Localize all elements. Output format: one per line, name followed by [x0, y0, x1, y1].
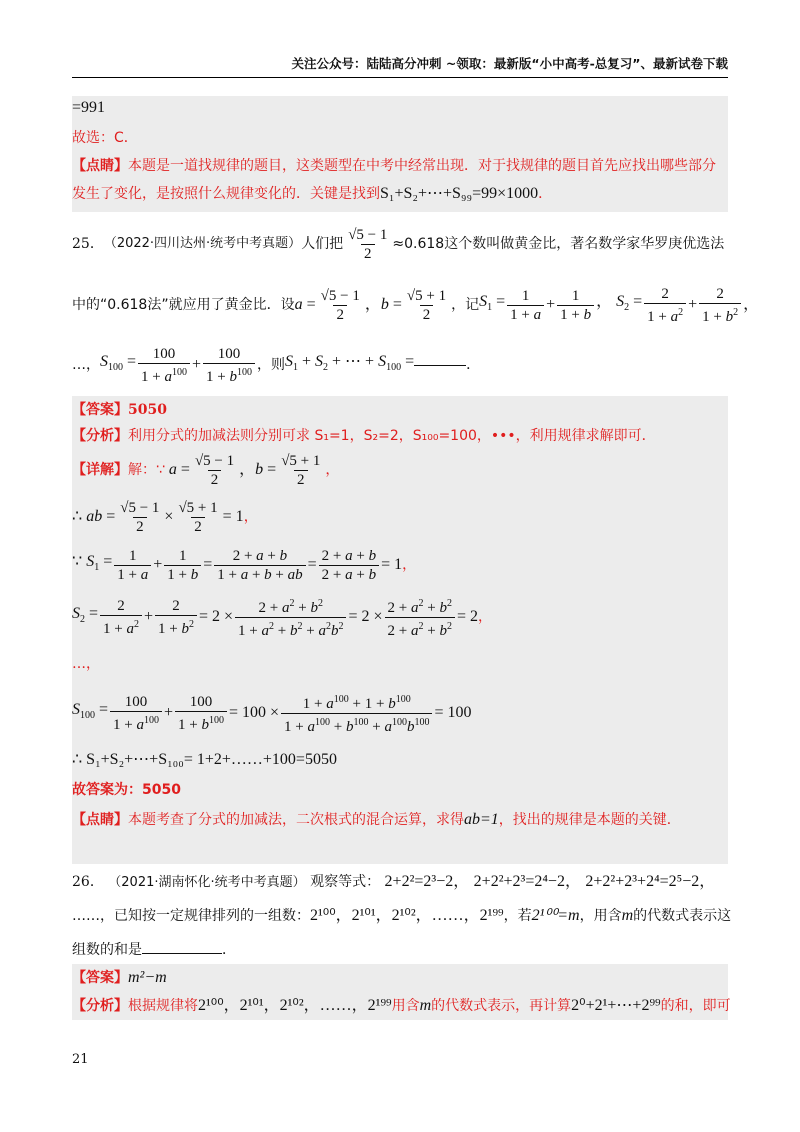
analysis-d: 的和，即可 — [660, 998, 731, 1014]
dianjing-formula: S₁+S₂+⋯+S₉₉=99×1000 — [380, 185, 539, 202]
p25-detail-line4: $S_2$ = $\frac{2}{1 + a^2}$ + $\frac{2}{1 + b^2}$ = 2 × $\frac{2 + a^2 + b^2}{1 + a^2 + b^2 + a^2b^2}$ = 2 × $\frac{2 + a^2 + b^2}{2 + a^2 + b^2}$ = 2 ， — [72, 597, 492, 639]
p26-answer — [72, 968, 728, 988]
p26-observe: 观察等式： — [310, 874, 381, 890]
p26-line1 — [72, 872, 728, 896]
dianjing-text: 发生了变化，是按照什么规律变化的．关键是找到 — [72, 186, 380, 202]
dianjing-text: 本题是一道找规律的题目，这类题型在中考中经常出现．对于找规律的题目首先应找出哪些部分 — [128, 158, 716, 174]
p26-line3: 组数的和是 — [72, 942, 142, 958]
p25-line2-b: ，记 — [451, 297, 480, 313]
p26-line2-b: ，若 — [503, 908, 532, 924]
p26-condition: 2¹⁰⁰=m — [531, 907, 580, 924]
p25-dianjing — [72, 810, 728, 830]
answer-tag: 【答案】 — [72, 402, 128, 418]
p26-eq3: 2+2²+2³+2⁴=2⁵−2， — [585, 873, 716, 890]
analysis-c: 的代数式表示，再计算 — [431, 998, 572, 1014]
answer-blank — [414, 365, 466, 366]
p25-detail-line1: 【详解】 解：∵ a = $\frac{√5 - 1}{2}$ ，b = $\frac{√5 + 1}{2}$ ， — [72, 452, 340, 488]
p25-analysis — [72, 426, 728, 446]
dianjing-text-b: ，找出的规律是本题的关键． — [498, 812, 681, 828]
problem-number: 25． — [72, 236, 104, 252]
problem-number: 26． — [72, 874, 104, 890]
p25-answer — [72, 400, 728, 420]
p25-intro-a: 人们把 — [301, 236, 344, 252]
p25-line3-c: ． — [466, 357, 481, 373]
analysis-tag: 【分析】 — [72, 428, 128, 444]
answer-tag: 【答案】 — [72, 970, 128, 986]
detail-tag: 【详解】 — [72, 462, 128, 478]
p25-line2: 中的“0.618法”就应用了黄金比．设 a = $\frac{√5 - 1}{2}$ ，b = $\frac{√5 + 1}{2}$ ，记 $S_1$ = $\frac{1}{1 + a}$ + $\frac{1}{1 + b}$ ， $S_2$ = $\frac{2}{1 + a^2}$ + $\frac{2}{1 + b^2}$ ， — [72, 285, 760, 325]
p25-line3-b: ，则 — [257, 357, 285, 373]
p26-line2-a: ……，已知按一定规律排列的一组数： — [72, 908, 310, 924]
p26-line2-c: ，用含 — [579, 908, 622, 924]
p25-ellipsis: …， — [72, 656, 100, 672]
p25-sum-line: ∴ S₁+S₂+⋯+S₁₀₀= 1+2+……+100=5050 — [72, 751, 337, 768]
dianjing-formula: ab=1 — [464, 811, 499, 828]
analysis-sum: 2⁰+2¹+⋯+2⁹⁹ — [571, 997, 661, 1014]
p25-line3-a: …， — [72, 357, 100, 373]
dianjing-tag: 【点睛】 — [72, 158, 128, 174]
analysis-tag: 【分析】 — [72, 998, 128, 1014]
analysis-b: 用含 — [391, 998, 420, 1014]
page-header: 关注公众号：陆陆高分冲刺 ~领取：最新版“小中高考-总复习”、最新试卷下载 — [72, 54, 728, 78]
answer-blank — [142, 953, 222, 954]
p25-line2-a: 中的“0.618法”就应用了黄金比．设 — [72, 297, 295, 313]
detail-intro: 解：∵ — [128, 462, 165, 478]
analysis-text: 利用分式的加减法则分别可求 S₁=1，S₂=2，S₁₀₀=100，•••，利用规律求解即可． — [128, 428, 656, 444]
p25-detail-line5: $S_{100}$ = $\frac{100}{1 + a^{100}}$ + $\frac{100}{1 + b^{100}}$ = 100 × $\frac{1 + a^{100} + 1 + b^{100}}{1 + a^{100} + b^{100} + a^{100}b^{100}}$ = 100 — [72, 693, 472, 735]
p25-detail-line3: ∵ $S_1$ = $\frac{1}{1 + a}$ + $\frac{1}{1 + b}$ = $\frac{2 + a + b}{1 + a + b + ab}$ = $\frac{2 + a + b}{2 + a + b}$ = 1 ， — [72, 547, 417, 583]
p26-line2-d: 的代数式表示这 — [633, 908, 732, 924]
p25-detail-line2: ∴ ab = $\frac{√5 - 1}{2}$ × $\frac{√5 + 1}{2}$ = 1 ， — [72, 499, 258, 535]
p26-analysis: 【分析】根据规律将2¹⁰⁰，2¹⁰¹，2¹⁰²，……，2¹⁹⁹用含m的代数式表示，再计算2⁰+2¹+⋯+2⁹⁹的和，即可 — [72, 997, 731, 1014]
golden-ratio-fraction: $\frac{√5 - 1}{2}$ — [348, 226, 388, 262]
answer-value: m²−m — [128, 969, 167, 986]
p25-line1 — [72, 222, 728, 266]
p26-sequence: 2¹⁰⁰，2¹⁰¹，2¹⁰²，……，2¹⁹⁹ — [310, 907, 504, 924]
page-number: 21 — [72, 1052, 89, 1067]
prev-dianjing-line2: 发生了变化，是按照什么规律变化的．关键是找到S₁+S₂+⋯+S₉₉=99×1000． — [72, 185, 553, 202]
p26-eq2: 2+2²+2³=2⁴−2， — [473, 873, 581, 890]
p26-line3-end: ． — [222, 942, 236, 958]
answer-value: 5050 — [128, 402, 167, 418]
prev-solution-block — [72, 96, 728, 212]
p25-final-answer: 故答案为：5050 — [72, 782, 181, 798]
dianjing-text-a: 本题考查了分式的加减法，二次根式的混合运算，求得 — [128, 812, 464, 828]
prev-choice: 故选：C． — [72, 130, 138, 146]
p25-solution-block — [72, 396, 728, 864]
problem-source: （2022·四川达州·统考中考真题） — [103, 236, 302, 251]
analysis-a: 根据规律将 — [128, 998, 198, 1014]
p26-solution-block — [72, 964, 731, 1020]
p26-eq1: 2+2²=2³−2， — [384, 873, 470, 890]
p25-line3: …， $S_{100}$ = $\frac{100}{1 + a^{100}}$ + $\frac{100}{1 + b^{100}}$ ，则 $S_1 + S_2$ + ⋯ + $S_{100}$ = ． — [72, 345, 481, 385]
problem-source: （2021·湖南怀化·统考中考真题） — [108, 875, 306, 890]
p26-line2: ……，已知按一定规律排列的一组数：2¹⁰⁰，2¹⁰¹，2¹⁰²，……，2¹⁹⁹，若2¹⁰⁰=m，用含m的代数式表示这 — [72, 907, 732, 924]
problem-25 — [72, 222, 760, 390]
analysis-seq: 2¹⁰⁰，2¹⁰¹，2¹⁰²，……，2¹⁹⁹ — [198, 997, 392, 1014]
problem-26 — [72, 872, 732, 964]
dianjing-tag: 【点睛】 — [72, 812, 128, 828]
prev-result: =991 — [72, 99, 106, 116]
p25-intro-b: ≈0.618这个数叫做黄金比，著名数学家华罗庚优选法 — [392, 236, 725, 252]
prev-dianjing-line1 — [72, 156, 728, 176]
p26-line3 — [72, 940, 728, 964]
